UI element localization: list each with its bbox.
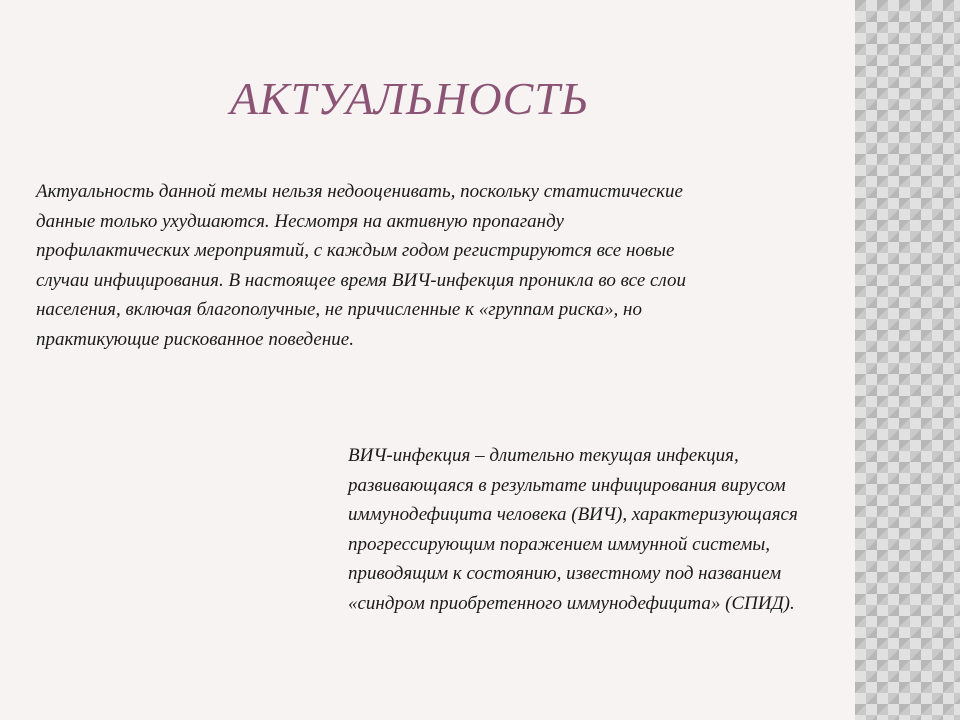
slide-title: АКТУАЛЬНОСТЬ: [230, 73, 590, 124]
decorative-side-band: [855, 0, 960, 720]
relevance-paragraph: Актуальность данной темы нельзя недооценивать, поскольку статистические данные только ухудшаются. Несмотря на активную пропаганду профилактических мероприятий, с каждым годом регистрируются все новые случаи инфицирования. В настоящее время ВИЧ-инфекция проникла во все слои населения, включая благополучные, не причисленные к «группам риска», но практикующие рискованное поведение.: [36, 181, 686, 350]
hiv-definition-paragraph: ВИЧ-инфекция – длительно текущая инфекция, развивающаяся в результате инфицирования вирусом иммунодефицита человека (ВИЧ), характеризующаяся прогрессирующим поражением иммунной системы, приводящим к состоянию, известному под названием «синдром приобретенного иммунодефицита» (СПИД).: [348, 445, 798, 614]
